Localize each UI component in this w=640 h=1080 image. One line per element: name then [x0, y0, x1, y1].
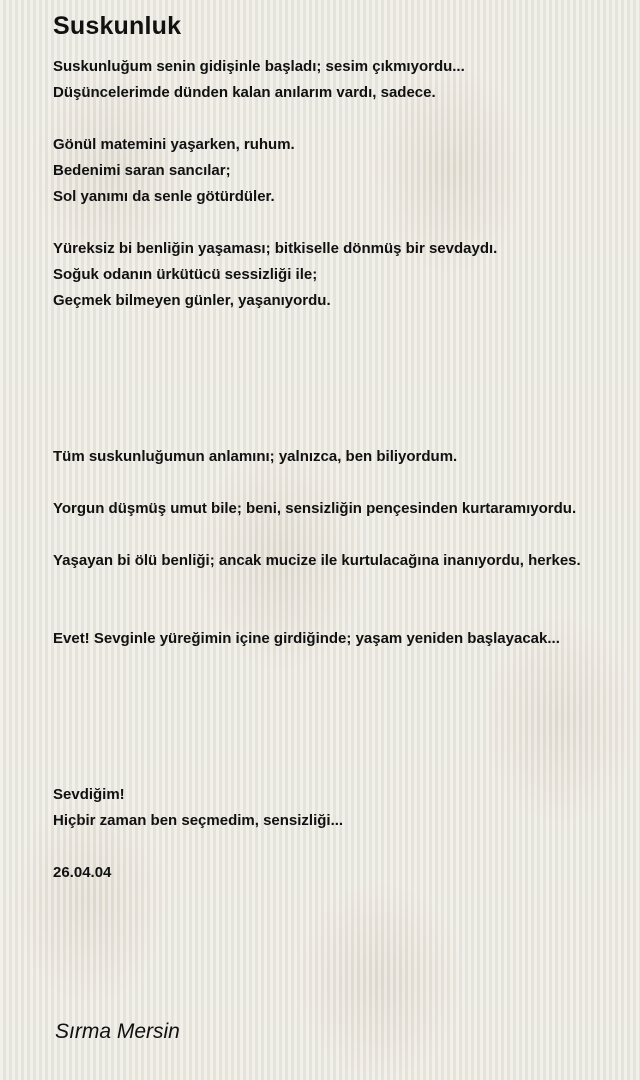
poem-title: Suskunluk	[53, 12, 182, 40]
poem-author: Sırma Mersin	[55, 1020, 180, 1043]
poem-line	[53, 756, 633, 782]
poem-line	[53, 600, 633, 626]
poem-line: Yaşayan bi ölü benliği; ancak mucize ile kurtulacağına inanıyordu, herkes.	[53, 552, 581, 569]
poem-line: Bedenimi saran sancılar;	[53, 162, 231, 179]
poem-line: Hiçbir zaman ben seçmedim, sensizliği...	[53, 812, 344, 829]
poem-line	[53, 314, 633, 340]
poem-line: Geçmek bilmeyen günler, yaşanıyordu.	[53, 292, 331, 309]
poem-line: Sol yanımı da senle götürdüler.	[53, 188, 275, 205]
poem-line	[53, 392, 633, 418]
poem-line: Düşüncelerimde dünden kalan anılarım vardı, sadece.	[53, 84, 436, 101]
poem-line	[53, 210, 633, 236]
poem-line: Soğuk odanın ürkütücü sessizliği ile;	[53, 266, 318, 283]
poem-line	[53, 730, 633, 756]
poem-line: Yorgun düşmüş umut bile; beni, sensizliğin pençesinden kurtaramıyordu.	[53, 500, 577, 517]
poem-line: Tüm suskunluğumun anlamını; yalnızca, ben biliyordum.	[53, 448, 458, 465]
poem-line: Yüreksiz bi benliğin yaşaması; bitkiselle dönmüş bir sevdaydı.	[53, 240, 498, 257]
poem-line	[53, 522, 633, 548]
poem-line	[53, 366, 633, 392]
poem-line	[53, 678, 633, 704]
poem-line	[53, 652, 633, 678]
poem-body	[53, 54, 633, 886]
poem-line: Suskunluğum senin gidişinle başladı; sesim çıkmıyordu...	[53, 58, 465, 75]
poem-line	[53, 418, 633, 444]
poem-date: 26.04.04	[53, 864, 112, 881]
poem-line	[53, 106, 633, 132]
poem-line	[53, 574, 633, 600]
poem-line	[53, 470, 633, 496]
poem-line	[53, 834, 633, 860]
poem-line: Evet! Sevginle yüreğimin içine girdiğinde; yaşam yeniden başlayacak...	[53, 630, 560, 647]
poem-line: Gönül matemini yaşarken, ruhum.	[53, 136, 295, 153]
poem-line: Sevdiğim!	[53, 786, 125, 803]
poem-line	[53, 704, 633, 730]
poem-line	[53, 340, 633, 366]
